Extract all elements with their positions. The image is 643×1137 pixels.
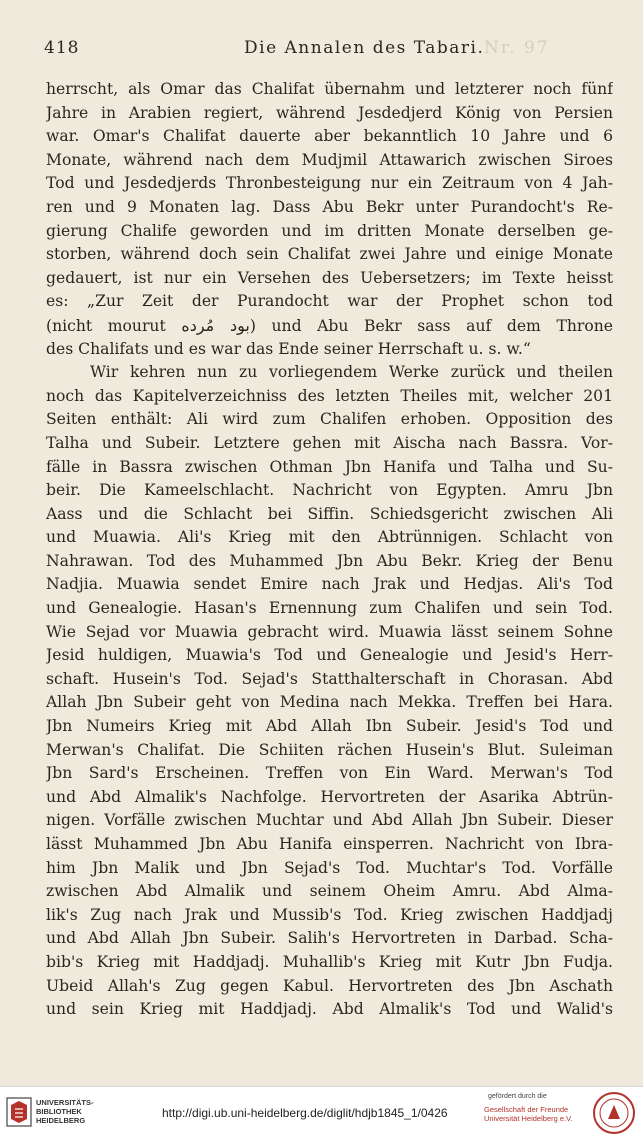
text-line: nigen. Vorfälle zwischen Muchtar und Abd Allah Jbn Subeir. Dieser <box>46 811 613 830</box>
text-line: Nahrawan. Tod des Muhammed Jbn Abu Bekr. Krieg der Benu <box>46 551 613 570</box>
text-line: Tod und Jesdedjerds Thronbesteigung nur ein Zeitraum von 4 Jah- <box>46 174 613 193</box>
university-seal-icon <box>592 1091 636 1135</box>
text-line: des Chalifats und es war das Ende seiner Herrschaft u. s. w.“ <box>46 339 531 358</box>
text-line: beir. Die Kameelschlacht. Nachricht von Egypten. Amru Jbn <box>46 481 613 500</box>
text-line: gedauert, ist nur ein Versehen des Uebersetzers; im Texte heisst <box>46 268 613 287</box>
text-line: Seiten enthält: Ali wird zum Chalifen erhoben. Opposition des <box>46 410 613 429</box>
text-line: fälle in Bassra zwischen Othman Jbn Hanifa und Talha und Su- <box>46 457 613 476</box>
text-line: Merwan's Chalifat. Die Schiiten rächen Husein's Blut. Suleiman <box>46 740 613 759</box>
text-line: und Muawia. Ali's Krieg mit den Abtrünnigen. Schlacht von <box>46 528 613 547</box>
text-line: und Abd Allah Jbn Subeir. Salih's Hervortreten in Darbad. Scha- <box>46 929 613 948</box>
text-line: es: „Zur Zeit der Purandocht war der Prophet schon tod <box>46 292 613 311</box>
text-line: Monate, während nach dem Mudjmil Attawarich zwischen Siroes <box>46 150 613 169</box>
text-segment: ) und Abu Bekr sass auf dem Throne <box>249 316 613 335</box>
permalink-url[interactable]: http://digi.ub.uni-heidelberg.de/diglit/hdjb1845_1/0426 <box>162 1106 448 1120</box>
text-line: Allah Jbn Subeir geht von Medina nach Mekka. Treffen bei Hara. <box>46 693 613 712</box>
text-line: Wir kehren nun zu vorliegendem Werke zurück und theilen <box>90 363 613 382</box>
text-line: gierung Chalife geworden und im dritten Monate derselben ge- <box>46 221 613 240</box>
text-line: und sein Krieg mit Haddjadj. Abd Almalik's Tod und Walid's <box>46 1000 613 1019</box>
text-line: lässt Muhammed Jbn Abu Hanifa einsperren. Nachricht von Ibra- <box>46 835 613 853</box>
page-header <box>44 36 604 62</box>
text-line <box>46 314 613 338</box>
text-line: ren und 9 Monaten lag. Dass Abu Bekr unter Purandocht's Re- <box>46 197 613 216</box>
footer-bar <box>0 1086 643 1137</box>
funded-by-label: gefördert durch die <box>488 1093 547 1100</box>
text-line: war. Omar's Chalifat dauerte aber bekanntlich 10 Jahre und 6 <box>46 127 613 146</box>
bleed-through-text: Nr. 97 <box>484 38 550 58</box>
library-name: UNIVERSITÄTS- BIBLIOTHEK HEIDELBERG <box>36 1098 94 1125</box>
text-line: zwischen Abd Almalik und seinem Oheim Amru. Abd Alma- <box>46 882 613 901</box>
text-line: lik's Zug nach Jrak und Mussib's Tod. Krieg zwischen Haddjadj <box>46 905 613 924</box>
text-line: Talha und Subeir. Letztere gehen mit Aischa nach Bassra. Vor- <box>46 433 613 452</box>
text-line: herrscht, als Omar das Chalifat übernahm und letzterer noch fünf <box>46 80 613 98</box>
text-line: und Genealogie. Hasan's Ernennung zum Chalifen und sein Tod. <box>46 599 613 618</box>
text-segment: (nicht mourut <box>46 316 182 335</box>
body-text <box>46 78 613 1022</box>
text-line: Ubeid Allah's Zug gegen Kabul. Hervortreten des Jbn Aschath <box>46 976 613 995</box>
text-line: Nadjia. Muawia sendet Emire nach Jrak und Hedjas. Ali's Tod <box>46 575 613 594</box>
running-title: Die Annalen des Tabari. <box>244 38 485 58</box>
page-number: 418 <box>44 38 80 58</box>
text-line: und Abd Almalik's Nachfolge. Hervortreten der Asarika Abtrün- <box>46 787 613 806</box>
text-line: schaft. Husein's Tod. Sejad's Statthalterschaft in Chorasan. Abd <box>46 669 613 688</box>
society-name: Gesellschaft der Freunde Universität Heidelberg e.V. <box>484 1105 573 1123</box>
text-line: Aass und die Schlacht bei Siffin. Schiedsgericht zwischen Ali <box>46 504 613 523</box>
text-line: Jahre in Arabien regiert, während Jesdedjerd König von Persien <box>46 103 613 122</box>
text-line: Wie Sejad vor Muawia gebracht wird. Muawia lässt seinem Sohne <box>46 622 613 641</box>
text-line: Jesid huldigen, Muawia's Tod und Genealogie und Jesid's Herr- <box>46 646 613 665</box>
arabic-phrase: بود مُرده <box>181 315 250 335</box>
text-line: noch das Kapitelverzeichniss des letzten Theiles mit, welcher 201 <box>46 386 613 405</box>
text-line: bib's Krieg mit Haddjadj. Muhallib's Krieg mit Kutr Jbn Fudja. <box>46 952 613 971</box>
text-line: him Jbn Malik und Jbn Sejad's Tod. Muchtar's Tod. Vorfälle <box>46 858 613 877</box>
text-line: Jbn Numeirs Krieg mit Abd Allah Ibn Subeir. Jesid's Tod und <box>46 717 613 736</box>
text-line: storben, während doch sein Chalifat zwei Jahre und einige Monate <box>46 245 613 264</box>
library-logo-icon <box>6 1097 32 1127</box>
text-line: Jbn Sard's Erscheinen. Treffen von Ein Ward. Merwan's Tod <box>46 764 613 783</box>
